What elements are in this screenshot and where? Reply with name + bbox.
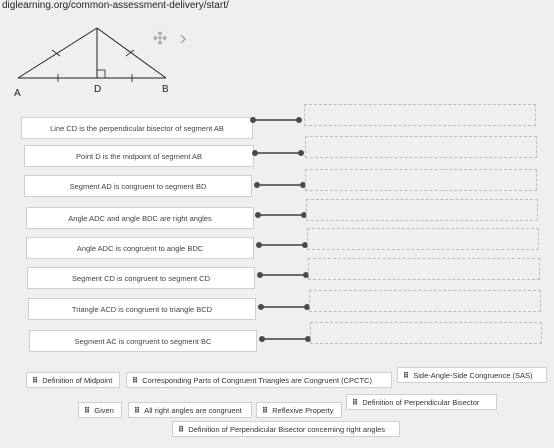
- proof-statement: Angle ADC is congruent to angle BDC: [26, 237, 254, 259]
- reason-label: Definition of Perpendicular Bisector: [362, 397, 480, 407]
- drag-handle-icon[interactable]: ⠿: [32, 375, 38, 385]
- connector-line: [257, 270, 309, 280]
- drag-handle-icon[interactable]: ⠿: [134, 405, 140, 415]
- proof-statement: Line CD is the perpendicular bisector of segment AB: [21, 117, 253, 139]
- connector-line: [259, 334, 311, 344]
- proof-statement: Angle ADC and angle BDC are right angles: [26, 207, 254, 229]
- drag-handle-icon[interactable]: ⠿: [178, 424, 184, 434]
- reason-label: Given: [94, 405, 114, 415]
- connector-line: [255, 210, 307, 220]
- reason-drop-target[interactable]: [308, 258, 540, 280]
- reason-drop-target[interactable]: [307, 228, 539, 250]
- drag-handle-icon[interactable]: ⠿: [132, 375, 138, 385]
- reason-chip[interactable]: [346, 394, 497, 410]
- reason-chip[interactable]: [172, 421, 400, 437]
- reason-label: Definition of Perpendicular Bisector concerning right angles: [188, 424, 386, 434]
- proof-statement: Segment CD is congruent to segment CD: [27, 267, 255, 289]
- reason-chip[interactable]: [126, 372, 392, 388]
- right-angle-mark: [97, 70, 105, 78]
- reason-chip[interactable]: [256, 402, 342, 418]
- point-label-a: A: [14, 88, 21, 99]
- browser-url: diglearning.org/common-assessment-delivery/start/: [0, 0, 554, 14]
- reason-label: Reflexive Property: [272, 405, 334, 415]
- chevron-right-icon[interactable]: [181, 35, 185, 43]
- connector-line: [250, 115, 302, 125]
- connector-line: [256, 240, 308, 250]
- reason-chip[interactable]: [397, 367, 547, 383]
- reason-drop-target[interactable]: [304, 104, 536, 126]
- reason-drop-target[interactable]: [310, 322, 542, 344]
- geometry-diagram: [0, 14, 230, 104]
- tick-mark-bc: [126, 50, 134, 56]
- reason-label: Corresponding Parts of Congruent Triangles are Congruent (CPCTC): [142, 375, 372, 385]
- drag-handle-icon[interactable]: ⠿: [262, 405, 268, 415]
- segment-ac: [18, 28, 97, 78]
- proof-statement: Segment AC is congruent to segment BC: [29, 330, 257, 352]
- proof-statement: Segment AD is congruent to segment BD: [24, 175, 252, 197]
- reason-chip[interactable]: [128, 402, 252, 418]
- connector-line: [258, 302, 310, 312]
- tick-mark-ac: [52, 50, 60, 56]
- reason-chip[interactable]: [26, 372, 120, 388]
- drag-handle-icon[interactable]: ⠿: [352, 397, 358, 407]
- reason-label: All right angles are congruent: [144, 405, 242, 415]
- point-label-b: B: [162, 84, 169, 95]
- reason-label: Side-Angle-Side Congruence (SAS): [413, 370, 533, 380]
- reason-drop-target[interactable]: [305, 169, 537, 191]
- point-label-d: D: [94, 84, 102, 95]
- drag-handle-icon[interactable]: ⠿: [84, 405, 90, 415]
- segment-bc: [97, 28, 166, 78]
- reason-drop-target[interactable]: [309, 290, 541, 312]
- connector-line: [254, 180, 306, 190]
- reason-chip[interactable]: [78, 402, 122, 418]
- move-icon[interactable]: [154, 32, 166, 44]
- connector-line: [252, 148, 304, 158]
- reason-drop-target[interactable]: [306, 199, 538, 221]
- reason-label: Definition of Midpoint: [42, 375, 113, 385]
- proof-statement: Triangle ACD is congruent to triangle BCD: [28, 298, 256, 320]
- drag-handle-icon[interactable]: ⠿: [403, 370, 409, 380]
- reason-drop-target[interactable]: [305, 136, 537, 158]
- proof-statement: Point D is the midpoint of segment AB: [24, 145, 254, 167]
